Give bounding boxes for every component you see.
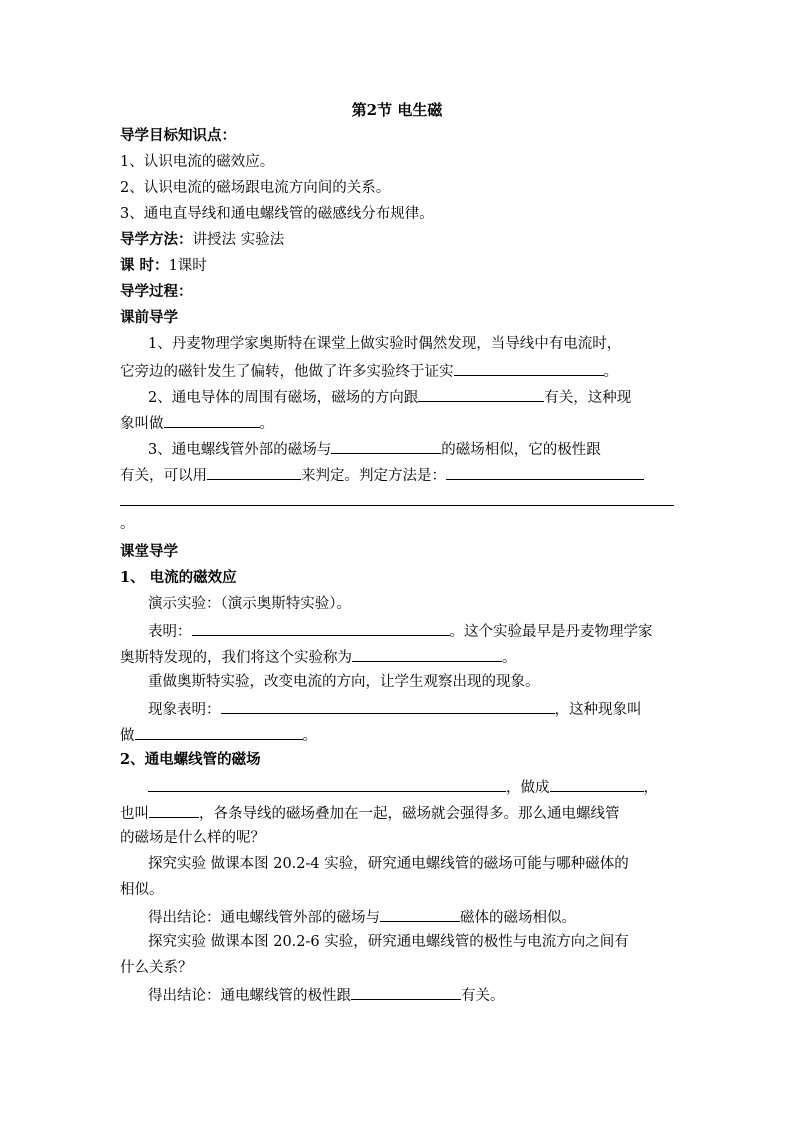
pre-q1-end: 。 <box>603 364 618 380</box>
period-value: 1课时 <box>168 258 207 274</box>
pre-class-heading: 课前导学 <box>120 309 178 326</box>
s2-line3: 的磁场是什么样的呢？ <box>120 830 265 846</box>
pre-q3-text: 来判定。判定方法是： <box>301 468 446 484</box>
answer-blank[interactable] <box>148 776 506 792</box>
s2-text: ，做成 <box>506 780 550 796</box>
process-heading: 导学过程： <box>120 283 193 300</box>
pre-q3-line3 <box>120 490 676 512</box>
s1-phen-line2 <box>120 724 676 746</box>
answer-blank[interactable] <box>192 620 450 636</box>
pre-q3-text: 有关，可以用 <box>120 468 207 484</box>
goal-item: 3、通电直导线和通电螺线管的磁感线分布规律。 <box>120 206 434 222</box>
answer-blank[interactable] <box>454 360 604 376</box>
section2-heading: 2、通电螺线管的磁场 <box>120 751 261 768</box>
s1-text: 做 <box>120 728 135 744</box>
answer-blank[interactable] <box>221 698 555 714</box>
answer-blank[interactable] <box>418 386 544 402</box>
pre-q2-end: 。 <box>259 416 274 432</box>
s2-exp1-line2: 相似。 <box>120 882 164 898</box>
s2-text: ， <box>643 780 658 796</box>
s1-text: 表明： <box>148 624 192 640</box>
s2-text: 磁体的磁场相似。 <box>460 910 576 926</box>
s1-demo: 演示实验：（演示奥斯特实验）。 <box>148 596 351 612</box>
s2-text: ，各条导线的磁场叠加在一起，磁场就会强得多。那么通电螺线管 <box>199 806 620 822</box>
pre-q3-text: 的磁场相似，它的极性跟 <box>441 442 601 458</box>
goals-heading: 导学目标知识点： <box>120 127 236 144</box>
s2-text: 得出结论：通电螺线管的极性跟 <box>148 988 351 1004</box>
method-value: 讲授法 实验法 <box>192 232 285 248</box>
s1-text: 。 <box>502 650 517 666</box>
s1-text: 奥斯特发现的，我们将这个实验称为 <box>120 650 352 666</box>
pre-q1-text: 它旁边的磁针发生了偏转，他做了许多实验终于证实 <box>120 364 454 380</box>
period-line <box>120 256 676 276</box>
section1-heading: 1、 电流的磁效应 <box>120 569 237 586</box>
pre-q2-text: 象叫做 <box>120 416 164 432</box>
period-label: 课 时： <box>120 257 169 274</box>
answer-blank[interactable] <box>164 412 260 428</box>
answer-blank[interactable] <box>149 802 199 818</box>
pre-q3-end: 。 <box>120 516 135 532</box>
s1-text: 现象表明： <box>148 702 221 718</box>
s2-conc1 <box>120 906 676 928</box>
s1-text: 。这个实验最早是丹麦物理学家 <box>449 624 653 640</box>
s2-line1 <box>120 776 676 798</box>
pre-q1-line1: 1、丹麦物理学家奥斯特在课堂上做实验时偶然发现，当导线中有电流时， <box>148 336 622 352</box>
pre-q3-line1 <box>120 438 676 460</box>
page-title: 第2节 电生磁 <box>351 101 443 119</box>
goal-item: 2、认识电流的磁场跟电流方向间的关系。 <box>120 180 391 196</box>
s1-text: 。 <box>302 728 317 744</box>
pre-q2-text: 2、通电导体的周围有磁场，磁场的方向跟 <box>148 390 419 406</box>
answer-blank[interactable] <box>351 984 461 1000</box>
answer-blank[interactable] <box>120 490 674 506</box>
pre-q1-line2 <box>120 360 676 382</box>
s1-show-line1 <box>120 620 676 642</box>
s1-show-line2 <box>120 646 676 668</box>
answer-blank[interactable] <box>352 646 502 662</box>
pre-q2-line2 <box>120 412 676 434</box>
pre-q2-line1 <box>120 386 676 408</box>
s1-redo: 重做奥斯特实验，改变电流的方向，让学生观察出现的现象。 <box>148 674 540 690</box>
pre-q3-line2 <box>120 464 676 486</box>
s1-phen-line1 <box>120 698 676 720</box>
s2-text: 有关。 <box>461 988 505 1004</box>
answer-blank[interactable] <box>446 464 644 480</box>
s1-text: ，这种现象叫 <box>554 702 642 718</box>
goal-item: 1、认识电流的磁效应。 <box>120 154 275 170</box>
pre-q2-text: 有关，这种现 <box>544 390 632 406</box>
answer-blank[interactable] <box>380 906 460 922</box>
answer-blank[interactable] <box>207 464 301 480</box>
answer-blank[interactable] <box>331 438 441 454</box>
method-label: 导学方法： <box>120 231 193 248</box>
s2-exp2-line2: 什么关系？ <box>120 960 193 976</box>
s2-exp2-line1: 探究实验 做课本图 20.2-6 实验，研究通电螺线管的极性与电流方向之间有 <box>148 934 629 950</box>
pre-q3-text: 3、通电螺线管外部的磁场与 <box>148 442 332 458</box>
s2-text: 也叫 <box>120 806 149 822</box>
s2-line2 <box>120 802 676 824</box>
answer-blank[interactable] <box>550 776 644 792</box>
method-line <box>120 230 676 250</box>
s2-conc2 <box>120 984 676 1006</box>
answer-blank[interactable] <box>135 724 303 740</box>
s2-exp1-line1: 探究实验 做课本图 20.2-4 实验，研究通电螺线管的磁场可能与哪种磁体的 <box>148 856 629 872</box>
in-class-heading: 课堂导学 <box>120 543 178 560</box>
s2-text: 得出结论：通电螺线管外部的磁场与 <box>148 910 380 926</box>
